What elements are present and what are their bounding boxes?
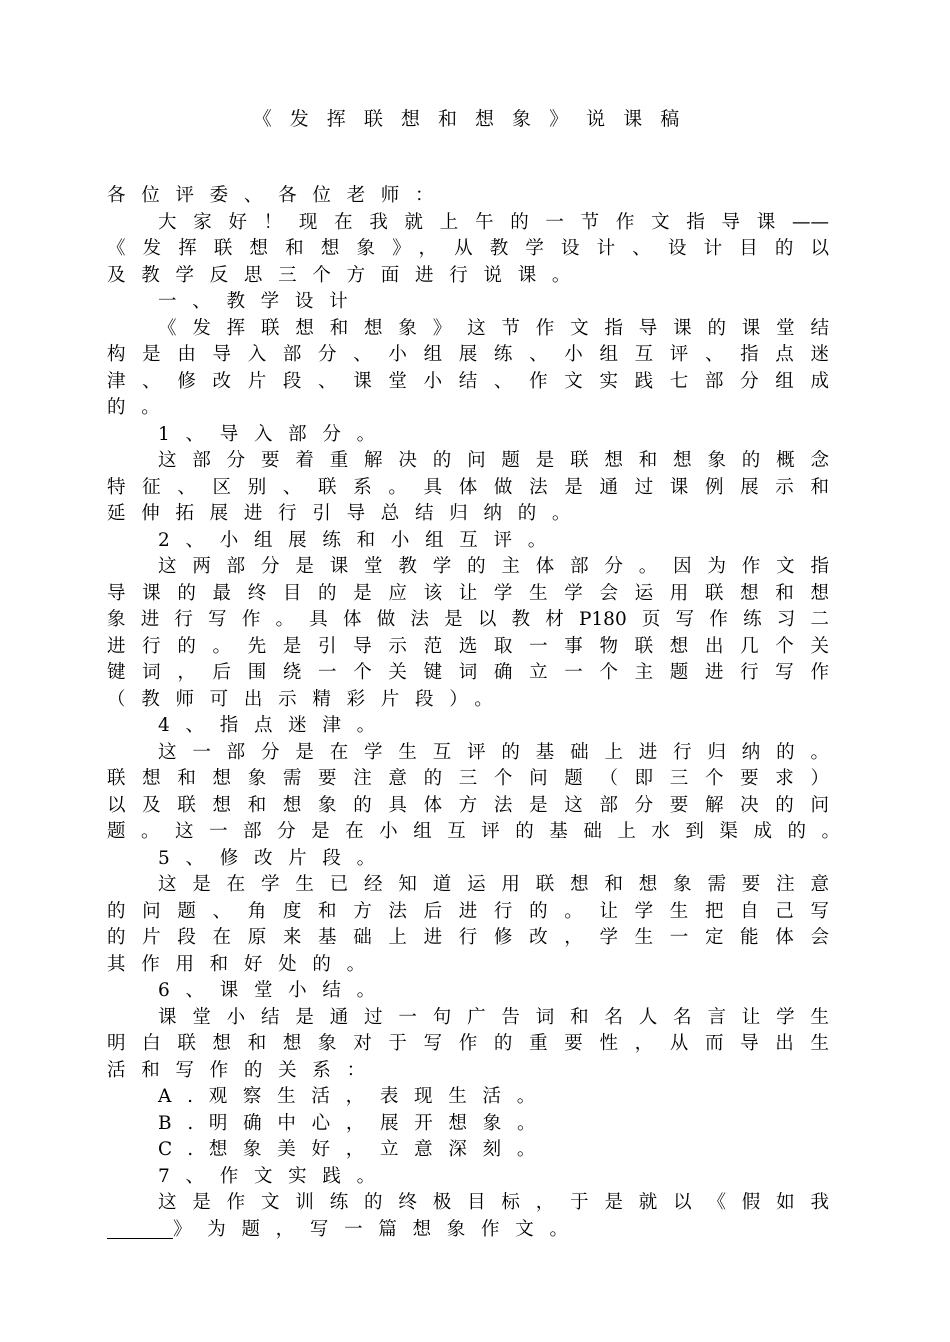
paragraph-line: 的片段在原来基础上进行修改，学生一定能体会 <box>107 927 829 948</box>
paragraph-line: 导课的最终目的是应该让学生学会运用联想和想 <box>107 583 829 604</box>
paragraph-line: 象进行写作。具体做法是以教材P180页写作练习二 <box>107 609 829 630</box>
paragraph-line: 明白联想和想象对于写作的重要性，从而导出生 <box>107 1033 829 1054</box>
paragraph-line: 津、修改片段、课堂小结、作文实践七部分组成 <box>107 371 829 392</box>
paragraph-line: 课堂小结是通过一句广告词和名人名言让学生 <box>158 1007 829 1028</box>
fill-in-blank <box>107 1220 173 1239</box>
paragraph-line: 的问题、角度和方法后进行的。让学生把自己写 <box>107 901 829 922</box>
paragraph-line: 以及联想和想象的具体方法是这部分要解决的问 <box>107 795 829 816</box>
paragraph-line: 进行的。先是引导示范选取一事物联想出几个关 <box>107 636 829 657</box>
paragraph-line: 其作用和好处的。 <box>107 954 381 975</box>
paragraph-line: （教师可出示精彩片段）。 <box>107 689 509 710</box>
paragraph-line: 这两部分是课堂教学的主体部分。因为作文指 <box>158 556 829 577</box>
section-heading: 一、教学设计 <box>158 291 364 312</box>
part-heading: 1、导入部分。 <box>158 424 391 445</box>
list-item: C.想象美好，立意深刻。 <box>158 1139 552 1160</box>
intro-line: 《发挥联想和想象》，从教学设计、设计目的以 <box>107 238 829 259</box>
paragraph-line: 键词，后围绕一个关键词确立一个主题进行写作 <box>107 662 829 683</box>
part-heading: 5、修改片段。 <box>158 848 391 869</box>
paragraph-line: 这部分要着重解决的问题是联想和想象的概念 <box>158 450 829 471</box>
paragraph-line: 特征、区别、联系。具体做法是通过课例展示和 <box>107 477 829 498</box>
paragraph-line: 这是在学生已经知道运用联想和想象需要注意 <box>158 874 829 895</box>
intro-line: 大家好！现在我就上午的一节作文指导课—— <box>158 212 829 233</box>
document-title: 《发挥联想和想象》说课稿 <box>252 108 698 130</box>
paragraph-line: 构是由导入部分、小组展练、小组互评、指点迷 <box>107 344 829 365</box>
paragraph-line: 《发挥联想和想象》这节作文指导课的课堂结 <box>158 318 829 339</box>
intro-line: 及教学反思三个方面进行说课。 <box>107 265 587 286</box>
paragraph-line: 题。这一部分是在小组互评的基础上水到渠成的。 <box>107 821 840 842</box>
part-heading: 6、课堂小结。 <box>158 980 391 1001</box>
part-heading: 4、指点迷津。 <box>158 715 391 736</box>
list-item: A.观察生活，表现生活。 <box>158 1086 551 1107</box>
paragraph-line: 延伸拓展进行引导总结归纳的。 <box>107 503 587 524</box>
part-heading: 2、小组展练和小组互评。 <box>158 530 562 551</box>
part-heading: 7、作文实践。 <box>158 1166 391 1187</box>
list-item: B.明确中心，展开想象。 <box>158 1113 552 1134</box>
greeting: 各位评委、各位老师： <box>107 185 450 206</box>
paragraph-text: 》为题，写一篇想象作文。 <box>173 1219 584 1240</box>
paragraph-line: 活和写作的关系： <box>107 1060 381 1081</box>
paragraph-line: 这一部分是在学生互评的基础上进行归纳的。 <box>158 742 829 763</box>
paragraph-line: 这是作文训练的终极目标，于是就以《假如我 <box>158 1192 829 1213</box>
paragraph-line: 联想和想象需要注意的三个问题（即三个要求） <box>107 768 829 789</box>
paragraph-line-with-blank <box>107 1218 829 1242</box>
paragraph-line: 的。 <box>107 397 176 418</box>
